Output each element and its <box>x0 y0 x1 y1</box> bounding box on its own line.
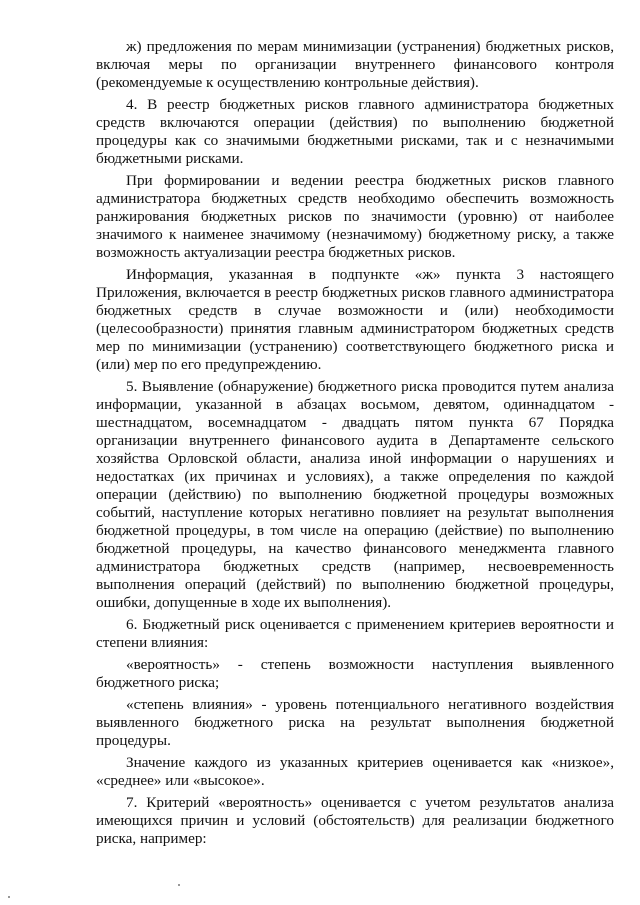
paragraph-point-6: 6. Бюджетный риск оценивается с применением критериев вероятности и степени влияния: <box>96 616 614 651</box>
scan-speck <box>8 896 10 898</box>
document-page <box>96 38 614 852</box>
paragraph-impact-definition: «степень влияния» - уровень потенциального негативного воздействия выявленного бюджетного риска на результат выполнения бюджетной процедуры. <box>96 696 614 749</box>
paragraph-item-zh: ж) предложения по мерам минимизации (устранения) бюджетных рисков, включая меры по организации внутреннего финансового контроля (рекомендуемые к осуществлению контрольные действия). <box>96 38 614 91</box>
paragraph-point-7: 7. Критерий «вероятность» оценивается с учетом результатов анализа имеющихся причин и условий (обстоятельств) для реализации бюджетного риска, например: <box>96 794 614 847</box>
paragraph-point-4: 4. В реестр бюджетных рисков главного администратора бюджетных средств включаются операции (действия) по выполнению бюджетной процедуры как со значимыми бюджетными рисками, так и с незначимыми бюджетными рисками. <box>96 96 614 167</box>
paragraph-point-5: 5. Выявление (обнаружение) бюджетного риска проводится путем анализа информации, указанной в абзацах восьмом, девятом, одиннадцатом - шестнадцатом, восемнадцатом - двадцать пятом пункта 67 Порядка организации внутреннего финансового аудита в Департаменте сельского хозяйства Орловской области, анализа иной информации о нарушениях и недостатках (их причинах и условиях), а также определения по каждой операции (действию) по выполнению бюджетной процедуры возможных событий, наступление которых негативно повлияет на результат выполнения бюджетной процедуры, в том числе на операцию (действие) по выполнению бюджетной процедуры, на качество финансового менеджмента главного администратора бюджетных средств (например, несвоевременность выполнения операций (действий) по выполнению бюджетной процедуры, ошибки, допущенные в ходе их выполнения). <box>96 378 614 611</box>
paragraph-registry-ranking: При формировании и ведении реестра бюджетных рисков главного администратора бюджетных средств необходимо обеспечить возможность ранжирования бюджетных рисков по значимости (уровню) от наиболее значимого к наименее значимому (незначимому) бюджетному риску, а также возможность актуализации реестра бюджетных рисков. <box>96 172 614 261</box>
paragraph-information-inclusion: Информация, указанная в подпункте «ж» пункта 3 настоящего Приложения, включается в реестр бюджетных рисков главного администратора бюджетных средств в случае возможности и (или) необходимости (целесообразности) принятия главным администратором бюджетных средств мер по минимизации (устранению) соответствующего бюджетного риска и (или) мер по его предупреждению. <box>96 266 614 373</box>
paragraph-criteria-values: Значение каждого из указанных критериев оценивается как «низкое», «среднее» или «высокое». <box>96 754 614 789</box>
paragraph-probability-definition: «вероятность» - степень возможности наступления выявленного бюджетного риска; <box>96 656 614 691</box>
scan-speck <box>178 884 180 886</box>
